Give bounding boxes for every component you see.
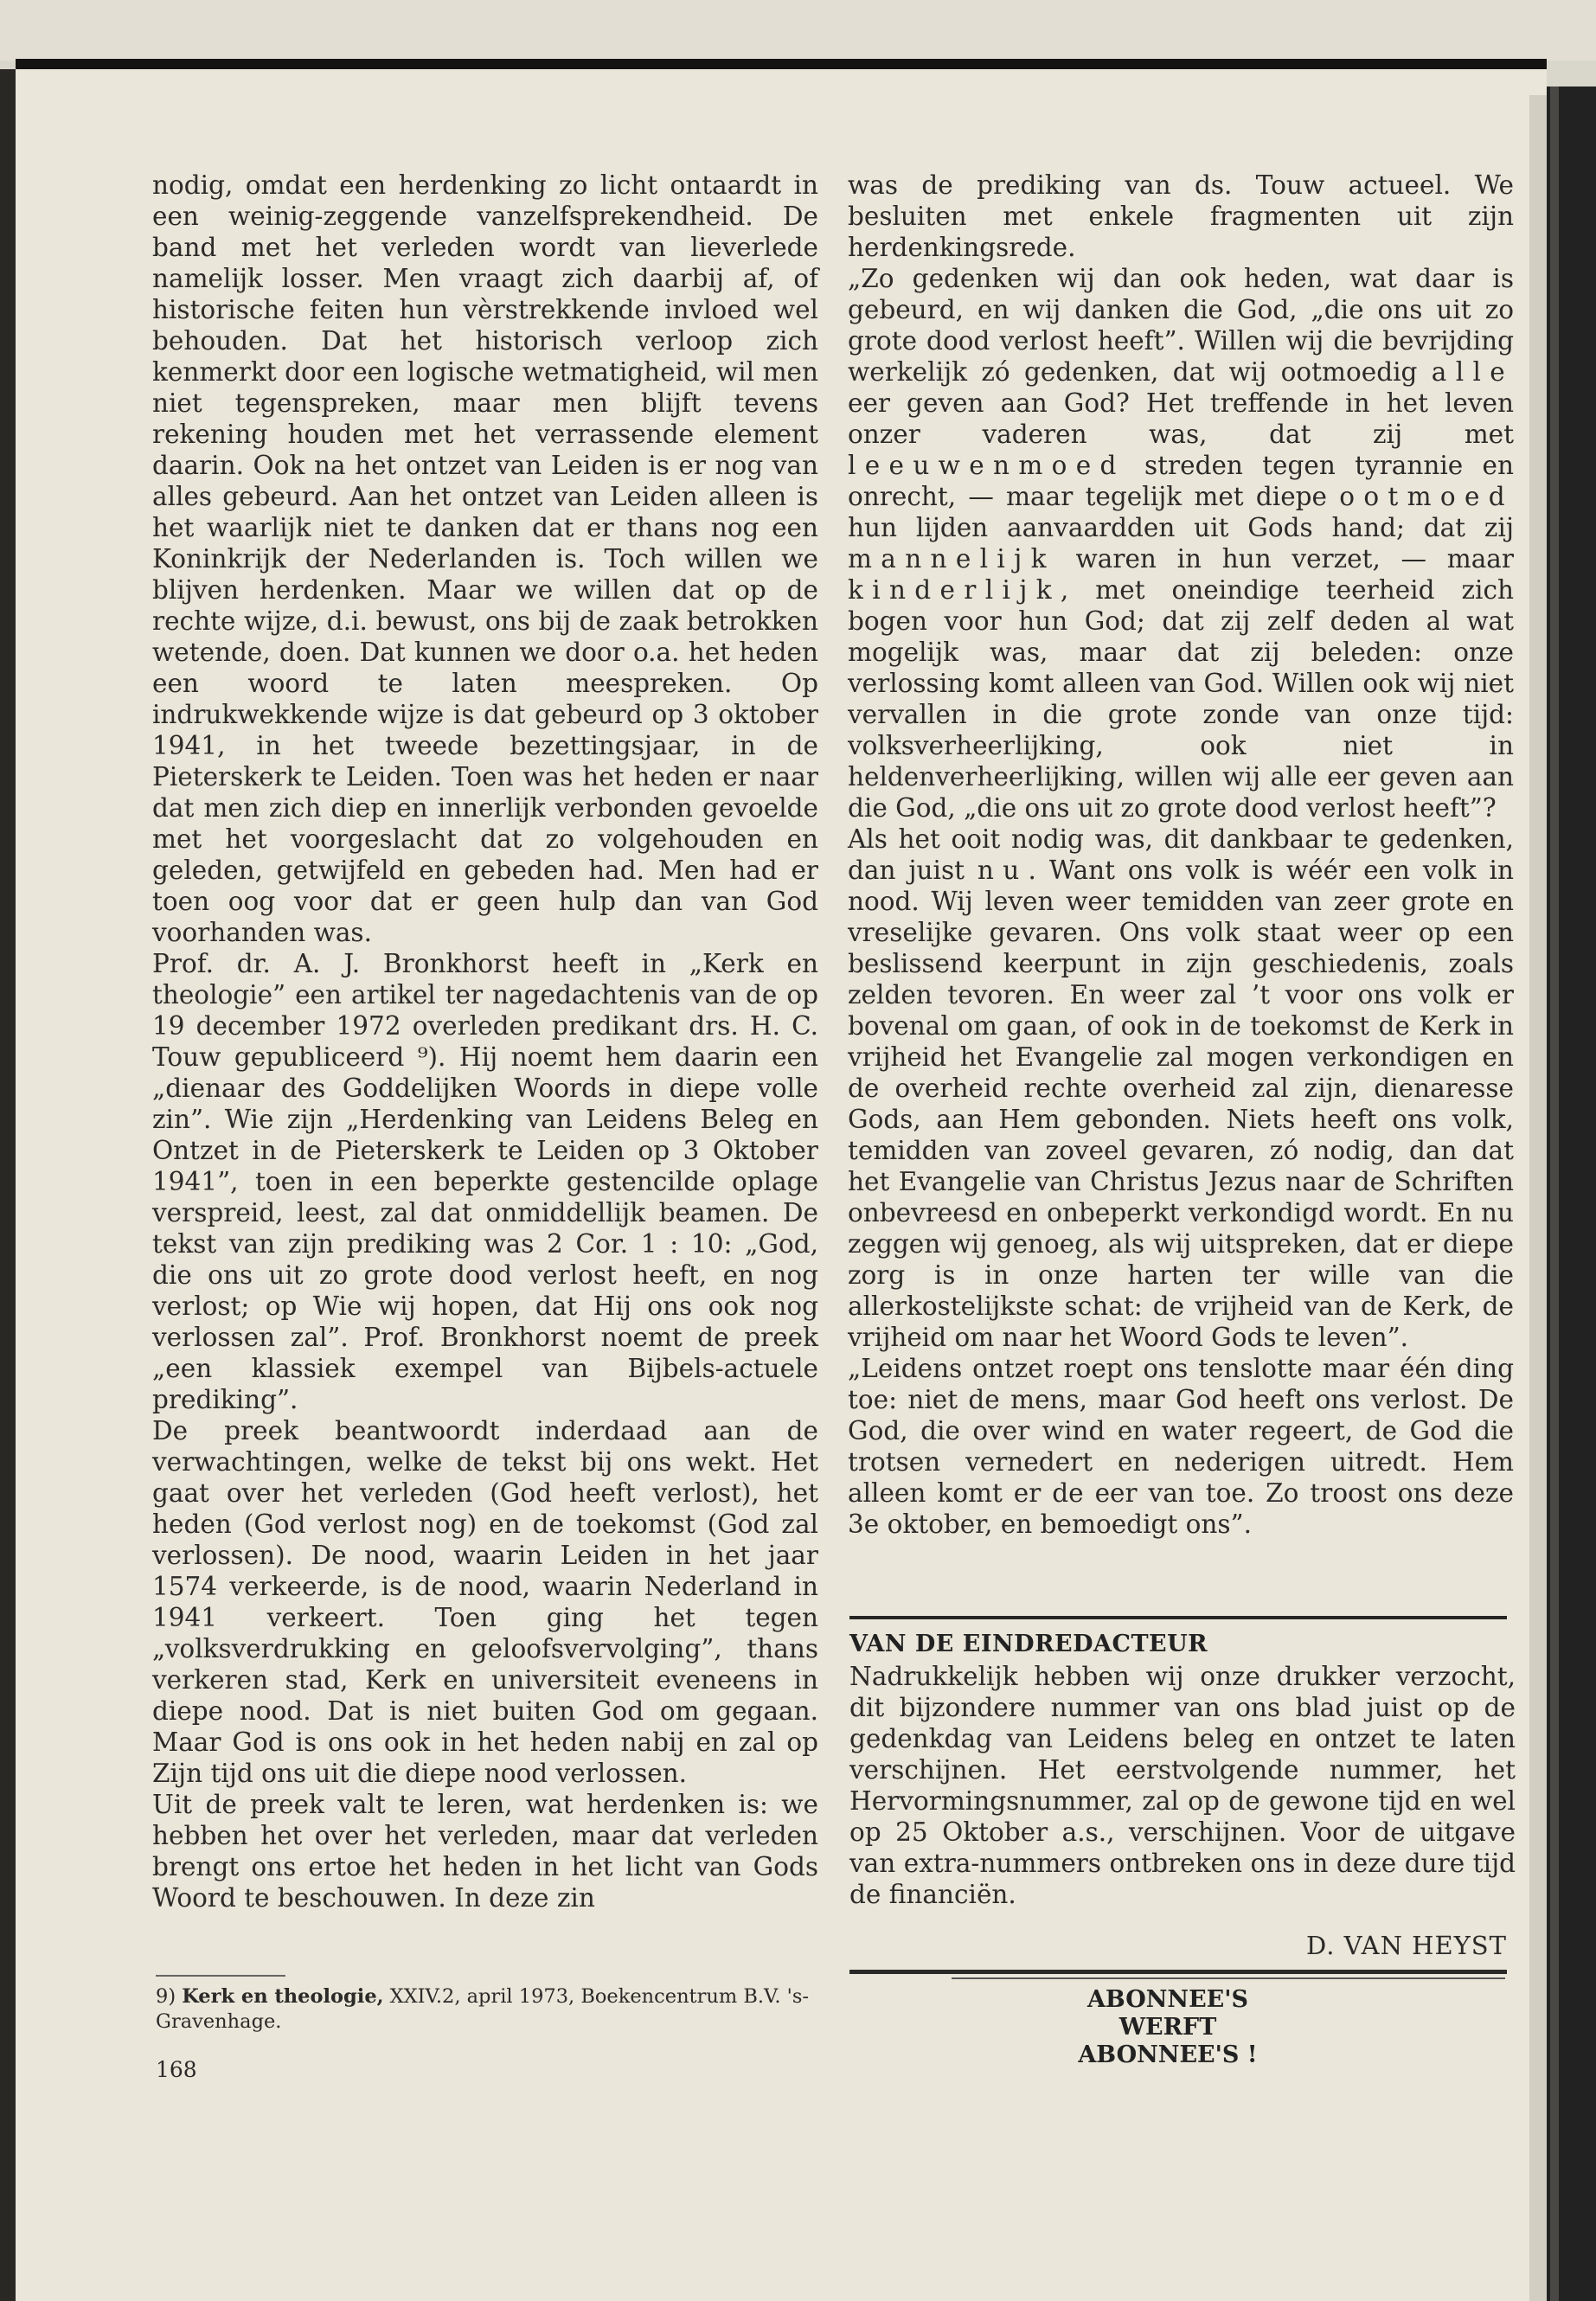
editor-note [849, 1661, 1516, 1910]
paragraph: De preek beantwoordt inderdaad aan de verwachtingen, welke de tekst bij ons wekt. Het gaat over het verleden (God heeft verlost), het heden (God verlost nog) en de toekomst (God zal verlossen). De nood, waarin Leiden in het jaar 1574 verkeerde, is de nood, waarin Nederland in 1941 verkeert. Toen ging het tegen „volksverdrukking en geloofsvervolging”, thans verkeren stad, Kerk en universiteit eveneens in diepe nood. Dat is niet buiten God om gegaan. Maar God is ons ook in het heden nabij en zal op Zijn tijd ons uit die diepe nood verlossen. [152, 1416, 818, 1788]
promo-line: ABONNEE'S ! [1078, 2041, 1258, 2068]
footnote [156, 1984, 822, 2035]
text-run: waren in hun verzet, — maar [1054, 544, 1514, 574]
paragraph: „Leidens ontzet roept ons tenslotte maar één ding toe: niet de mens, maar God heeft ons verlost. De God, die over wind en water regeert, de God die trotsen vernedert en nederigen uitredt. Hem alleen komt er de eer van toe. Zo troost ons deze 3e oktober, en bemoedigt ons”. [848, 1354, 1514, 1539]
promo-rule-thin [952, 1977, 1505, 1979]
paragraph: was de prediking van ds. Touw actueel. We besluiten met enkele fragmenten uit zijn herdenkingsrede. [848, 170, 1514, 262]
page-number: 168 [156, 2057, 197, 2082]
text-run: eer geven aan God? Het treffende in het leven onzer vaderen was, dat zij met [848, 388, 1514, 449]
right-column [848, 170, 1514, 1540]
section-rule [849, 1616, 1507, 1619]
scan-top-margin [0, 0, 1596, 61]
promo-line: WERFT [1118, 2014, 1217, 2041]
text-run: , met oneindige teerheid zich bogen voor hun God; dat zij zelf deden al wat mogelijk was, maar dat zij beleden: onze verlossing komt alleen van God. Willen ook wij niet vervallen in die grote zonde van onze tijd: volksverheerlijking, ook niet in heldenverheerlijking, willen wij alle eer geven aan die God, „die ons uit zo grote dood verlost heeft”? [848, 575, 1514, 823]
text-run: „Zo gedenken wij dan ook heden, wat daar is gebeurd, en wij danken die God, „die ons uit zo grote dood verlost heeft”. Willen wij die bevrijding werkelijk zó gedenken, dat wij ootmoedig [848, 264, 1514, 387]
footnote-number: 9) [156, 1985, 176, 2008]
spaced-emphasis: nu [977, 856, 1029, 885]
footnote-text: XXIV.2, april 1973, Boekencentrum B.V. 's-Gravenhage. [156, 1985, 809, 2033]
scan-right-margin [1529, 95, 1547, 2301]
promo-rule [849, 1970, 1507, 1974]
spaced-emphasis: kinderlijk [848, 575, 1061, 605]
text-run: . Want ons volk is wéér een volk in nood. Wij leven weer temidden van zeer grote en vreselijke gevaren. Ons volk staat weer op een beslissend keerpunt in zijn geschiedenis, zoals zelden tevoren. En weer zal ’t voor ons volk er bovenal om gaan, of ook in de toekomst de Kerk in vrijheid het Evangelie zal mogen verkondigen en de overheid rechte overheid zal zijn, dienaresse Gods, aan Hem gebonden. Niets heeft ons volk, temidden van zoveel gevaren, zó nodig, dan dat het Evangelie van Christus Jezus naar de Schriften onbevreesd en onbeperkt verkondigd wordt. En nu zeggen wij genoeg, als wij uitspreken, dat er diepe zorg is in onze harten ter wille van die allerkostelijkste schat: de vrijheid van de Kerk, de vrijheid om naar het Woord Gods te leven”. [848, 856, 1514, 1352]
scan-right-edge-inner [1550, 87, 1559, 2301]
paragraph: nodig, omdat een herdenking zo licht ontaardt in een weinig-zeggende vanzelfsprekendheid. De band met het verleden wordt van lieverlede namelijk losser. Men vraagt zich daarbij af, of historische feiten hun vèrstrekkende invloed wel behouden. Dat het historisch verloop zich kenmerkt door een logische wetmatigheid, wil men niet tegenspreken, maar men blijft tevens rekening houden met het verrassende element daarin. Ook na het ontzet van Leiden is er nog van alles gebeurd. Aan het ontzet van Leiden alleen is het waarlijk niet te danken dat er thans nog een Koninkrijk der Nederlanden is. Toch willen we blijven herdenken. Maar we willen dat op de rechte wijze, d.i. bewust, ons bij de zaak betrokken wetende, doen. Dat kunnen we door o.a. het heden een woord te laten meespreken. Op indrukwekkende wijze is dat gebeurd op 3 oktober 1941, in het tweede bezettingsjaar, in de Pieterskerk te Leiden. Toen was het heden er naar dat men zich diep en innerlijk verbonden gevoelde met het voorgeslacht dat zo volgehouden en geleden, getwijfeld en gebeden had. Men had er toen oog voor dat er geen hulp dan van God voorhanden was. [152, 170, 818, 947]
section-heading: VAN DE EINDREDACTEUR [849, 1631, 1208, 1657]
footnote-title: Kerk en theologie, [182, 1985, 384, 2008]
scan-left-edge [0, 69, 16, 2301]
paragraph: Nadrukkelijk hebben wij onze drukker verzocht, dit bijzondere nummer van ons blad juist op de gedenkdag van Leidens beleg en ontzet te laten verschijnen. Het eerstvolgende nummer, het Hervormingsnummer, zal op de gewone tijd en wel op 25 Oktober a.s., verschijnen. Voor de uitgave van extra-nummers ontbreken ons in deze dure tijd de financiën. [849, 1662, 1516, 1909]
spaced-emphasis: leeuwenmoed [848, 451, 1125, 480]
left-column [152, 170, 818, 1913]
spaced-emphasis: ootmoed [1339, 482, 1514, 511]
scan-top-edge [16, 59, 1547, 69]
paragraph [848, 824, 1514, 1353]
footnote-rule [156, 1975, 285, 1977]
text-run: Als het ooit nodig was, dit dankbaar te gedenken, dan juist [848, 824, 1514, 885]
signature: D. VAN HEYST [1306, 1931, 1507, 1960]
promo-box [1038, 1986, 1298, 2069]
spaced-emphasis: mannelijk [848, 544, 1055, 574]
text-run: hun lijden aanvaardden uit Gods hand; dat zij [848, 513, 1514, 542]
paragraph: Prof. dr. A. J. Bronkhorst heeft in „Kerk en theologie” een artikel ter nagedachtenis van de op 19 december 1972 overleden predikant drs. H. C. Touw gepubliceerd ⁹). Hij noemt hem daarin een „dienaar des Goddelijken Woords in diepe volle zin”. Wie zijn „Herdenking van Leidens Beleg en Ontzet in de Pieterskerk te Leiden op 3 Oktober 1941”, toen in een beperkte gestencilde oplage verspreid, leest, zal dat onmiddellijk beamen. De tekst van zijn prediking was 2 Cor. 1 : 10: „God, die ons uit zo grote dood verlost heeft, en nog verlost; op Wie wij hopen, dat Hij ons ook nog verlossen zal”. Prof. Bronkhorst noemt de preek „een klassiek exempel van Bijbels-actuele prediking”. [152, 949, 818, 1414]
paragraph [848, 263, 1514, 824]
paragraph: Uit de preek valt te leren, wat herdenken is: we hebben het over het verleden, maar dat verleden brengt ons ertoe het heden in het licht van Gods Woord te beschouwen. In deze zin [152, 1790, 818, 1913]
text-run: streden tegen tyrannie en onrecht, — maar tegelijk met diepe [848, 451, 1514, 511]
spaced-emphasis: alle [1431, 357, 1514, 387]
promo-line: ABONNEE'S [1086, 1986, 1249, 2013]
